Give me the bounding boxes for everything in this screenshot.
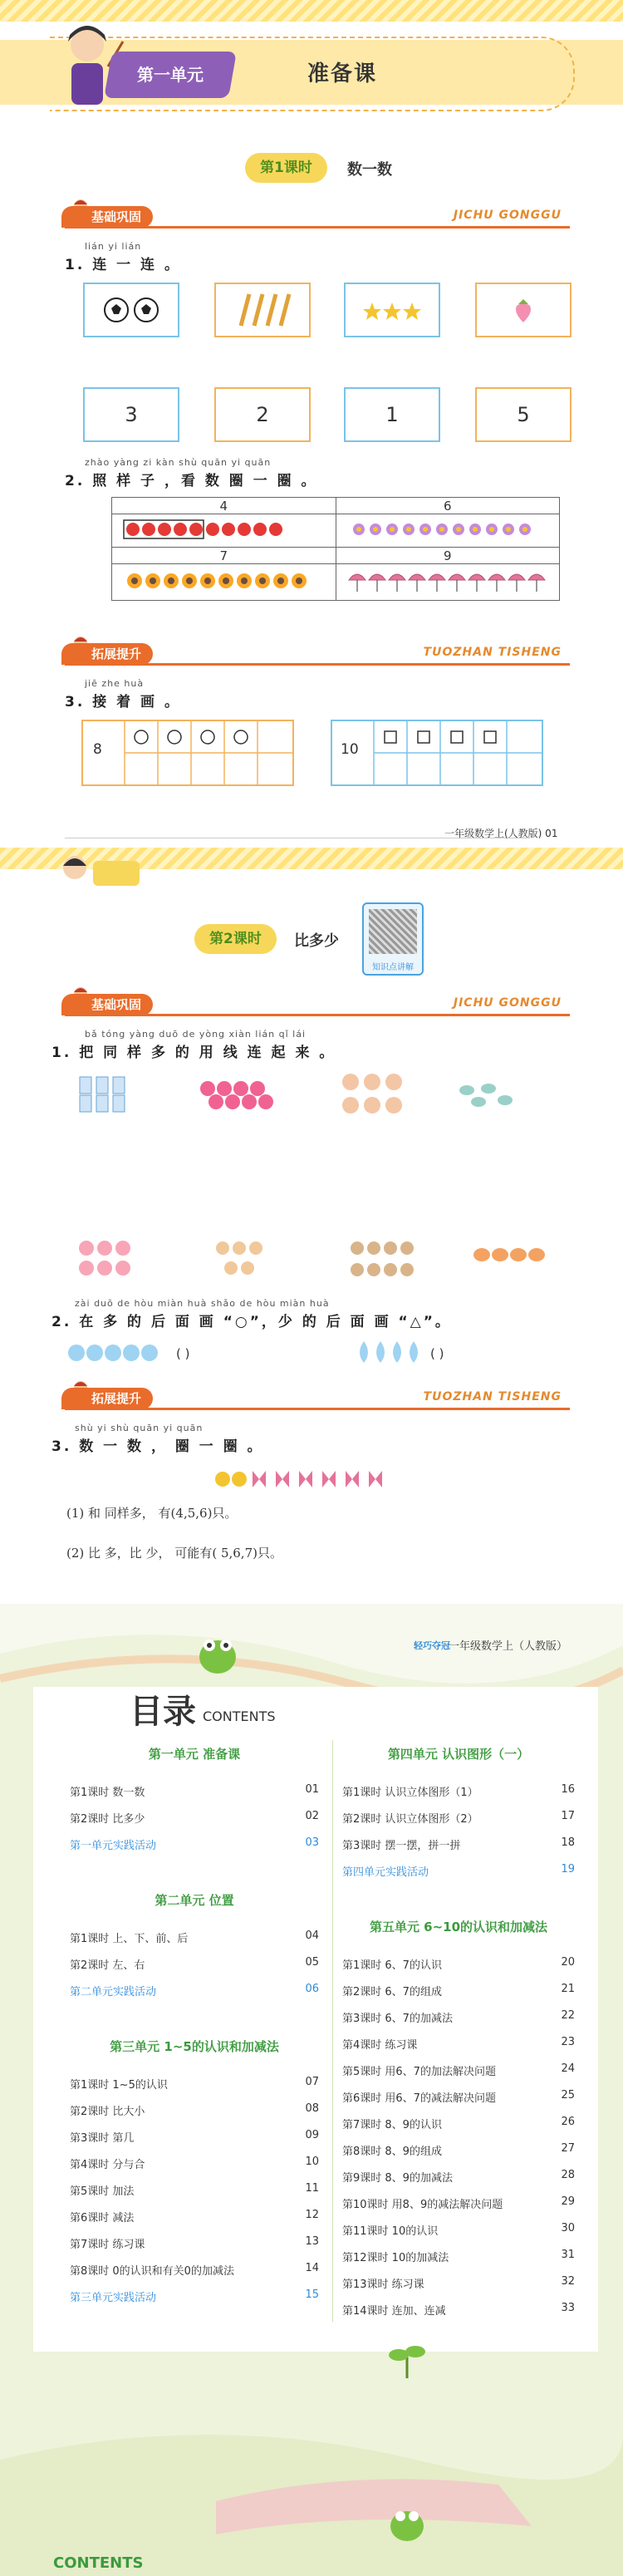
entry-page: 10 [305,2156,319,2168]
entry-page: 28 [561,2169,575,2181]
contents-right-column [342,1745,583,2343]
unit-title: 准备课 [307,61,378,86]
water-drop-icon [354,1338,420,1366]
entry-title: 第8课时 8、9的组成 [342,2146,442,2158]
entry-title: 第8课时 0的认识和有关0的加减法 [70,2265,234,2278]
section-tag-basic: 基础巩固 [61,206,153,228]
soccer-ball-icon [85,284,178,336]
entry-page: 15 [305,2288,319,2301]
count-circle-table [111,497,560,601]
entry-title: 第二单元实践活动 [70,1986,157,1998]
contents-entry[interactable] [342,2062,575,2079]
grid-number: 8 [93,741,102,758]
entry-page: 04 [305,1930,319,1942]
entry-page: 25 [561,2089,575,2102]
milk-carton-icon [76,1074,143,1115]
entry-page: 06 [305,1983,319,1995]
section-tag-extension: 拓展提升 [61,1388,153,1409]
rabbit-icon [347,1236,430,1283]
contents-entry[interactable] [70,2235,319,2252]
contents-entry[interactable] [70,2156,319,2172]
entry-page: 32 [561,2275,575,2288]
contents-entry[interactable] [342,2116,575,2132]
contents-title-en: CONTENTS [203,1708,276,1724]
contents-entry[interactable] [342,1863,575,1880]
balloon-icon [66,1341,166,1366]
entry-title: 第3课时 6、7的加减法 [342,2013,453,2025]
table-cell-number: 9 [336,548,560,564]
q1-pinyin: bǎ tóng yàng duō de yòng xiàn lián qǐ lái [85,1029,307,1040]
q3-pinyin: jiē zhe huà [85,678,145,689]
column-divider [332,1740,333,2322]
entry-page: 22 [561,2009,575,2022]
entry-title: 第13课时 练习课 [342,2279,424,2291]
q3-text: 3. 接 着 画 。 [65,694,181,710]
entry-title: 第1课时 1~5的认识 [70,2079,168,2092]
section-divider [65,226,570,229]
lesson-name: 数一数 [347,161,392,179]
entry-page: 18 [561,1836,575,1849]
contents-entry[interactable] [70,1983,319,1999]
entry-title: 第1课时 认识立体图形（1） [342,1787,478,1799]
contents-entry[interactable] [70,2076,319,2092]
q3-line-2: (2) 比 多，比 少， 可能有( 5,6,7)只。 [66,1546,282,1561]
section-heading: 第四单元 认识图形（一） [387,1747,530,1762]
q3-line-1: (1) 和 同样多， 有(4,5,6)只。 [66,1506,238,1521]
entry-page: 09 [305,2129,319,2141]
contents-entry[interactable] [70,2102,319,2119]
book-title: 一年级数学上（人教版） [449,1640,568,1653]
contents-entry[interactable] [70,1956,319,1973]
entry-page: 13 [305,2235,319,2248]
q2-pinyin: zhào yàng zi kàn shù quān yi quān [85,457,272,468]
entry-title: 第三单元实践活动 [70,2292,157,2304]
table-cell-number: 6 [336,498,560,514]
contents-entry[interactable] [70,1783,319,1800]
entry-title: 第3课时 摆一摆，拼一拼 [342,1840,461,1852]
candy-icon [198,1079,281,1112]
section-en-basic: JICHU GONGGU [453,996,562,1010]
section-heading: 第一单元 准备课 [148,1747,241,1762]
entry-page: 19 [561,1863,575,1875]
entry-page: 03 [305,1836,319,1849]
umbrella-row [336,564,560,601]
drawing-grid-10 [331,720,543,786]
entry-title: 第4课时 练习课 [342,2039,418,2052]
picture-box-balls [83,283,179,337]
frog-mascot-icon [382,2501,432,2543]
workbook-page-2 [0,848,623,1604]
peach-icon [76,1238,143,1281]
contents-entry[interactable] [342,2142,575,2159]
flower-icon [344,517,552,542]
sunflower-row [112,564,336,601]
qr-code[interactable] [362,902,424,976]
section-en-extension: TUOZHAN TISHENG [423,1390,562,1404]
contents-entry[interactable] [342,2222,575,2239]
contents-left-column [70,1745,319,2343]
contents-entry[interactable] [342,1783,575,1800]
entry-page: 05 [305,1956,319,1969]
entry-title: 第5课时 加法 [70,2185,135,2198]
contents-entry[interactable] [342,2302,575,2318]
mascot-logo-icon [50,849,150,899]
brand-logo-text: 轻巧夺冠 [414,1640,450,1651]
entry-page: 14 [305,2262,319,2274]
entry-page: 08 [305,2102,319,2115]
number-box: 3 [83,387,179,442]
page-footer: 一年级数学上(人教版) 01 [444,828,558,839]
q2-text: 2. 照 样 子 ，看 数 圈 一 圈 。 [65,473,318,489]
pencil-icon [216,284,309,336]
bird-icon [455,1079,530,1112]
q3-text: 3. 数 一 数 ， 圈 一 圈 。 [52,1438,264,1455]
entry-page: 11 [305,2182,319,2195]
entry-page: 24 [561,2062,575,2075]
circle-grid [83,721,292,784]
section-tag-extension: 拓展提升 [61,643,153,665]
contents-entry[interactable] [342,2089,575,2106]
entry-title: 第1课时 上、下、前、后 [70,1933,189,1945]
table-cell-number: 4 [112,498,336,514]
contents-entry[interactable] [70,1836,319,1853]
section-heading: 第五单元 6~10的认识和加减法 [369,1920,548,1934]
entry-page: 23 [561,2036,575,2048]
decorative-wave-bottom [0,2360,623,2576]
section-tag-basic: 基础巩固 [61,994,153,1015]
square-grid [332,721,542,784]
entry-title: 第12课时 10的加减法 [342,2252,449,2264]
entry-title: 第6课时 减法 [70,2212,135,2225]
number-box: 1 [344,387,440,442]
entry-page: 07 [305,2076,319,2088]
lesson-name: 比多少 [294,932,339,950]
contents-entry[interactable] [342,1983,575,1999]
section-heading: 第三单元 1~5的认识和加减法 [110,2039,279,2054]
contents-entry[interactable] [342,2036,575,2052]
picture-box-pencils [214,283,311,337]
section-divider [65,1408,570,1410]
entry-title: 第11课时 10的认识 [342,2225,439,2238]
answer-parens[interactable]: ( ) [430,1346,444,1361]
entry-title: 第3课时 第几 [70,2132,135,2145]
entry-title: 第2课时 认识立体图形（2） [342,1813,478,1826]
entry-page: 12 [305,2209,319,2221]
workbook-page-1 [0,0,623,848]
contents-entry[interactable] [342,1956,575,1973]
number-box: 2 [214,387,311,442]
frog-mascot-icon [193,1629,243,1679]
deer-icon [339,1070,414,1120]
drawing-grid-8 [81,720,294,786]
entry-title: 第6课时 用6、7的减法解决问题 [342,2092,496,2105]
q1-text: 1. 把 同 样 多 的 用 线 连 起 来 。 [52,1045,336,1061]
lesson-pill: 第2课时 [194,924,277,954]
qr-label: 知识点讲解 [372,963,414,972]
section-divider [65,1014,570,1016]
table-cell-number: 7 [112,548,336,564]
contents-entry[interactable] [342,1836,575,1853]
strawberry-icon [477,284,570,336]
entry-page: 31 [561,2249,575,2261]
q2-pinyin: zài duō de hòu miàn huà shǎo de hòu miàn huà [75,1298,330,1309]
entry-title: 第一单元实践活动 [70,1840,157,1852]
entry-title: 第1课时 6、7的认识 [342,1959,442,1972]
entry-title: 第14课时 连加、连减 [342,2305,446,2318]
entry-page: 17 [561,1810,575,1822]
contents-entry[interactable] [70,1930,319,1946]
contents-entry[interactable] [70,2262,319,2279]
entry-page: 33 [561,2302,575,2314]
contents-entry[interactable] [342,2249,575,2265]
entry-title: 第7课时 练习课 [70,2239,145,2251]
entry-page: 16 [561,1783,575,1796]
entry-title: 第四单元实践活动 [342,1866,429,1879]
grid-number: 10 [341,741,359,758]
tomato-row [112,514,336,548]
contents-entry[interactable] [70,2288,319,2305]
umbrella-icon [344,567,552,595]
entry-title: 第2课时 左、右 [70,1959,145,1972]
picture-box-stars [344,283,440,337]
qr-pattern [369,909,417,954]
contents-title: 目录 [130,1693,196,1731]
contents-entry[interactable] [342,2195,575,2212]
entry-title: 第5课时 用6、7的加法解决问题 [342,2066,496,2078]
contents-entry[interactable] [70,2182,319,2199]
section-en-basic: JICHU GONGGU [453,209,562,222]
q3-pinyin: shù yi shù quān yi quān [75,1423,204,1433]
star-icon [346,284,439,336]
contents-entry[interactable] [70,1810,319,1826]
contents-entry[interactable] [342,2009,575,2026]
contents-footer-en: CONTENTS [53,2554,144,2572]
entry-title: 第9课时 8、9的加减法 [342,2172,453,2185]
section-divider [65,663,570,666]
number-box: 5 [475,387,571,442]
contents-entry[interactable] [342,2169,575,2185]
picture-box-strawberry [475,283,571,337]
entry-title: 第2课时 6、7的组成 [342,1986,442,1998]
q1-text: 1. 连 一 连 。 [65,257,181,273]
contents-entry[interactable] [70,2209,319,2225]
entry-title: 第1课时 数一数 [70,1787,145,1799]
section-en-extension: TUOZHAN TISHENG [423,646,562,659]
entry-page: 21 [561,1983,575,1995]
entry-title: 第2课时 比大小 [70,2106,145,2118]
tomato-icon [120,517,327,542]
bread-icon [470,1243,553,1276]
entry-page: 27 [561,2142,575,2155]
entry-page: 26 [561,2116,575,2128]
q1-pinyin: lián yi lián [85,241,142,252]
entry-page: 29 [561,2195,575,2208]
flower-row [336,514,560,548]
unit-tab: 第一单元 [104,52,237,98]
entry-title: 第2课时 比多少 [70,1813,145,1826]
contents-entry[interactable] [342,2275,575,2292]
entry-page: 20 [561,1956,575,1969]
cat-icon [213,1238,279,1281]
lesson-pill: 第1课时 [245,153,327,183]
entry-page: 01 [305,1783,319,1796]
entry-title: 第4课时 分与合 [70,2159,145,2171]
contents-entry[interactable] [342,1810,575,1826]
entry-title: 第10课时 用8、9的减法解决问题 [342,2199,503,2211]
entry-page: 02 [305,1810,319,1822]
entry-title: 第7课时 8、9的认识 [342,2119,442,2131]
answer-parens[interactable]: ( ) [176,1346,190,1361]
q2-text: 2. 在 多 的 后 面 画 “○”，少 的 后 面 画 “△”。 [52,1314,452,1330]
entry-page: 30 [561,2222,575,2234]
sunflower-icon [120,567,327,595]
butterfly-chick-row-icon [213,1466,412,1491]
section-heading: 第二单元 位置 [155,1893,234,1908]
contents-entry[interactable] [70,2129,319,2146]
